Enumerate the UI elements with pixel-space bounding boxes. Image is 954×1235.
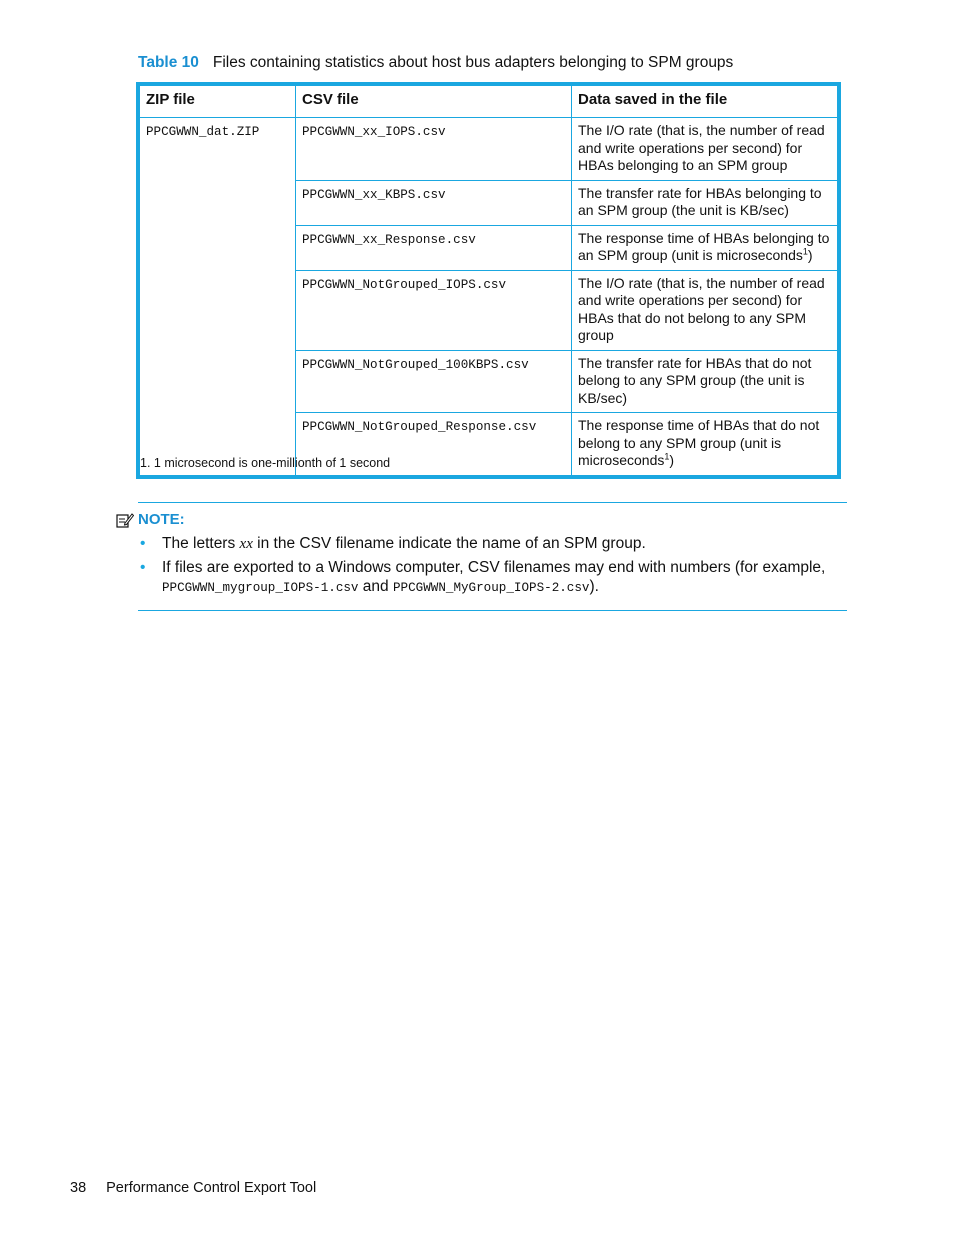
footnote-ref: 1 <box>664 451 670 462</box>
header-zip-file: ZIP file <box>140 86 296 118</box>
description-text: The I/O rate (that is, the number of read and write operations per second) for HBAs that do not belong to any SPM group <box>578 274 825 343</box>
table-caption <box>138 54 733 72</box>
note-pencil-icon <box>116 512 134 528</box>
page-number: 38 <box>70 1180 87 1196</box>
header-data-saved: Data saved in the file <box>572 86 838 118</box>
list-item <box>140 558 840 598</box>
description-text: The transfer rate for HBAs belonging to an SPM group (the unit is KB/sec) <box>578 184 822 218</box>
bullet-text: ). <box>589 578 599 595</box>
note-top-rule <box>138 502 847 503</box>
description-cell <box>572 180 838 225</box>
csv-file-cell: PPCGWWN_xx_IOPS.csv <box>296 118 572 181</box>
description-cell <box>572 118 838 181</box>
description-text: The transfer rate for HBAs that do not belong to any SPM group (the unit is KB/sec) <box>578 354 812 406</box>
table-header-row <box>140 86 838 118</box>
table-row <box>140 118 838 181</box>
hba-stats-table <box>136 82 841 479</box>
csv-file-cell: PPCGWWN_NotGrouped_IOPS.csv <box>296 270 572 350</box>
table-label: Table 10 <box>138 54 199 71</box>
note-bottom-rule <box>138 610 847 611</box>
page-footer <box>70 1180 316 1196</box>
description-text: The response time of HBAs that do not belong to any SPM group (unit is microseconds <box>578 417 820 468</box>
table-title: Files containing statistics about host bus adapters belonging to SPM groups <box>212 54 734 71</box>
description-tail: ) <box>669 452 675 468</box>
footnote-ref: 1 <box>802 246 808 257</box>
bullet-icon: • <box>140 559 146 576</box>
note-label: NOTE: <box>138 511 185 528</box>
table-footnote: 1. 1 microsecond is one-millionth of 1 second <box>140 456 391 470</box>
description-cell <box>572 270 838 350</box>
csv-file-cell: PPCGWWN_xx_KBPS.csv <box>296 180 572 225</box>
bullet-icon: • <box>140 535 146 552</box>
variable-text: xx <box>239 536 253 552</box>
bullet-text: If files are exported to a Windows computer, CSV filenames may end with numbers (for example, <box>162 559 826 576</box>
note-heading <box>116 511 185 528</box>
note-bullets <box>140 534 840 602</box>
bullet-text: and <box>358 578 393 595</box>
list-item <box>140 534 840 554</box>
description-text: The response time of HBAs belonging to an SPM group (unit is microseconds <box>578 229 830 263</box>
bullet-text: The letters <box>162 535 240 552</box>
footer-title: Performance Control Export Tool <box>106 1180 317 1196</box>
description-cell <box>572 413 838 476</box>
description-text: The I/O rate (that is, the number of read and write operations per second) for HBAs belonging to an SPM group <box>578 122 825 173</box>
header-csv-file: CSV file <box>296 86 572 118</box>
filename-example: PPCGWWN_mygroup_IOPS-1.csv <box>162 581 359 595</box>
csv-file-cell: PPCGWWN_NotGrouped_Response.csv <box>296 413 572 476</box>
description-cell <box>572 350 838 413</box>
csv-file-cell: PPCGWWN_xx_Response.csv <box>296 225 572 270</box>
csv-file-cell: PPCGWWN_NotGrouped_100KBPS.csv <box>296 350 572 413</box>
description-cell <box>572 225 838 270</box>
bullet-text: in the CSV filename indicate the name of an SPM group. <box>252 535 646 552</box>
filename-example: PPCGWWN_MyGroup_IOPS-2.csv <box>392 581 590 595</box>
zip-file-cell: PPCGWWN_dat.ZIP <box>140 118 296 476</box>
description-tail: ) <box>807 247 813 263</box>
